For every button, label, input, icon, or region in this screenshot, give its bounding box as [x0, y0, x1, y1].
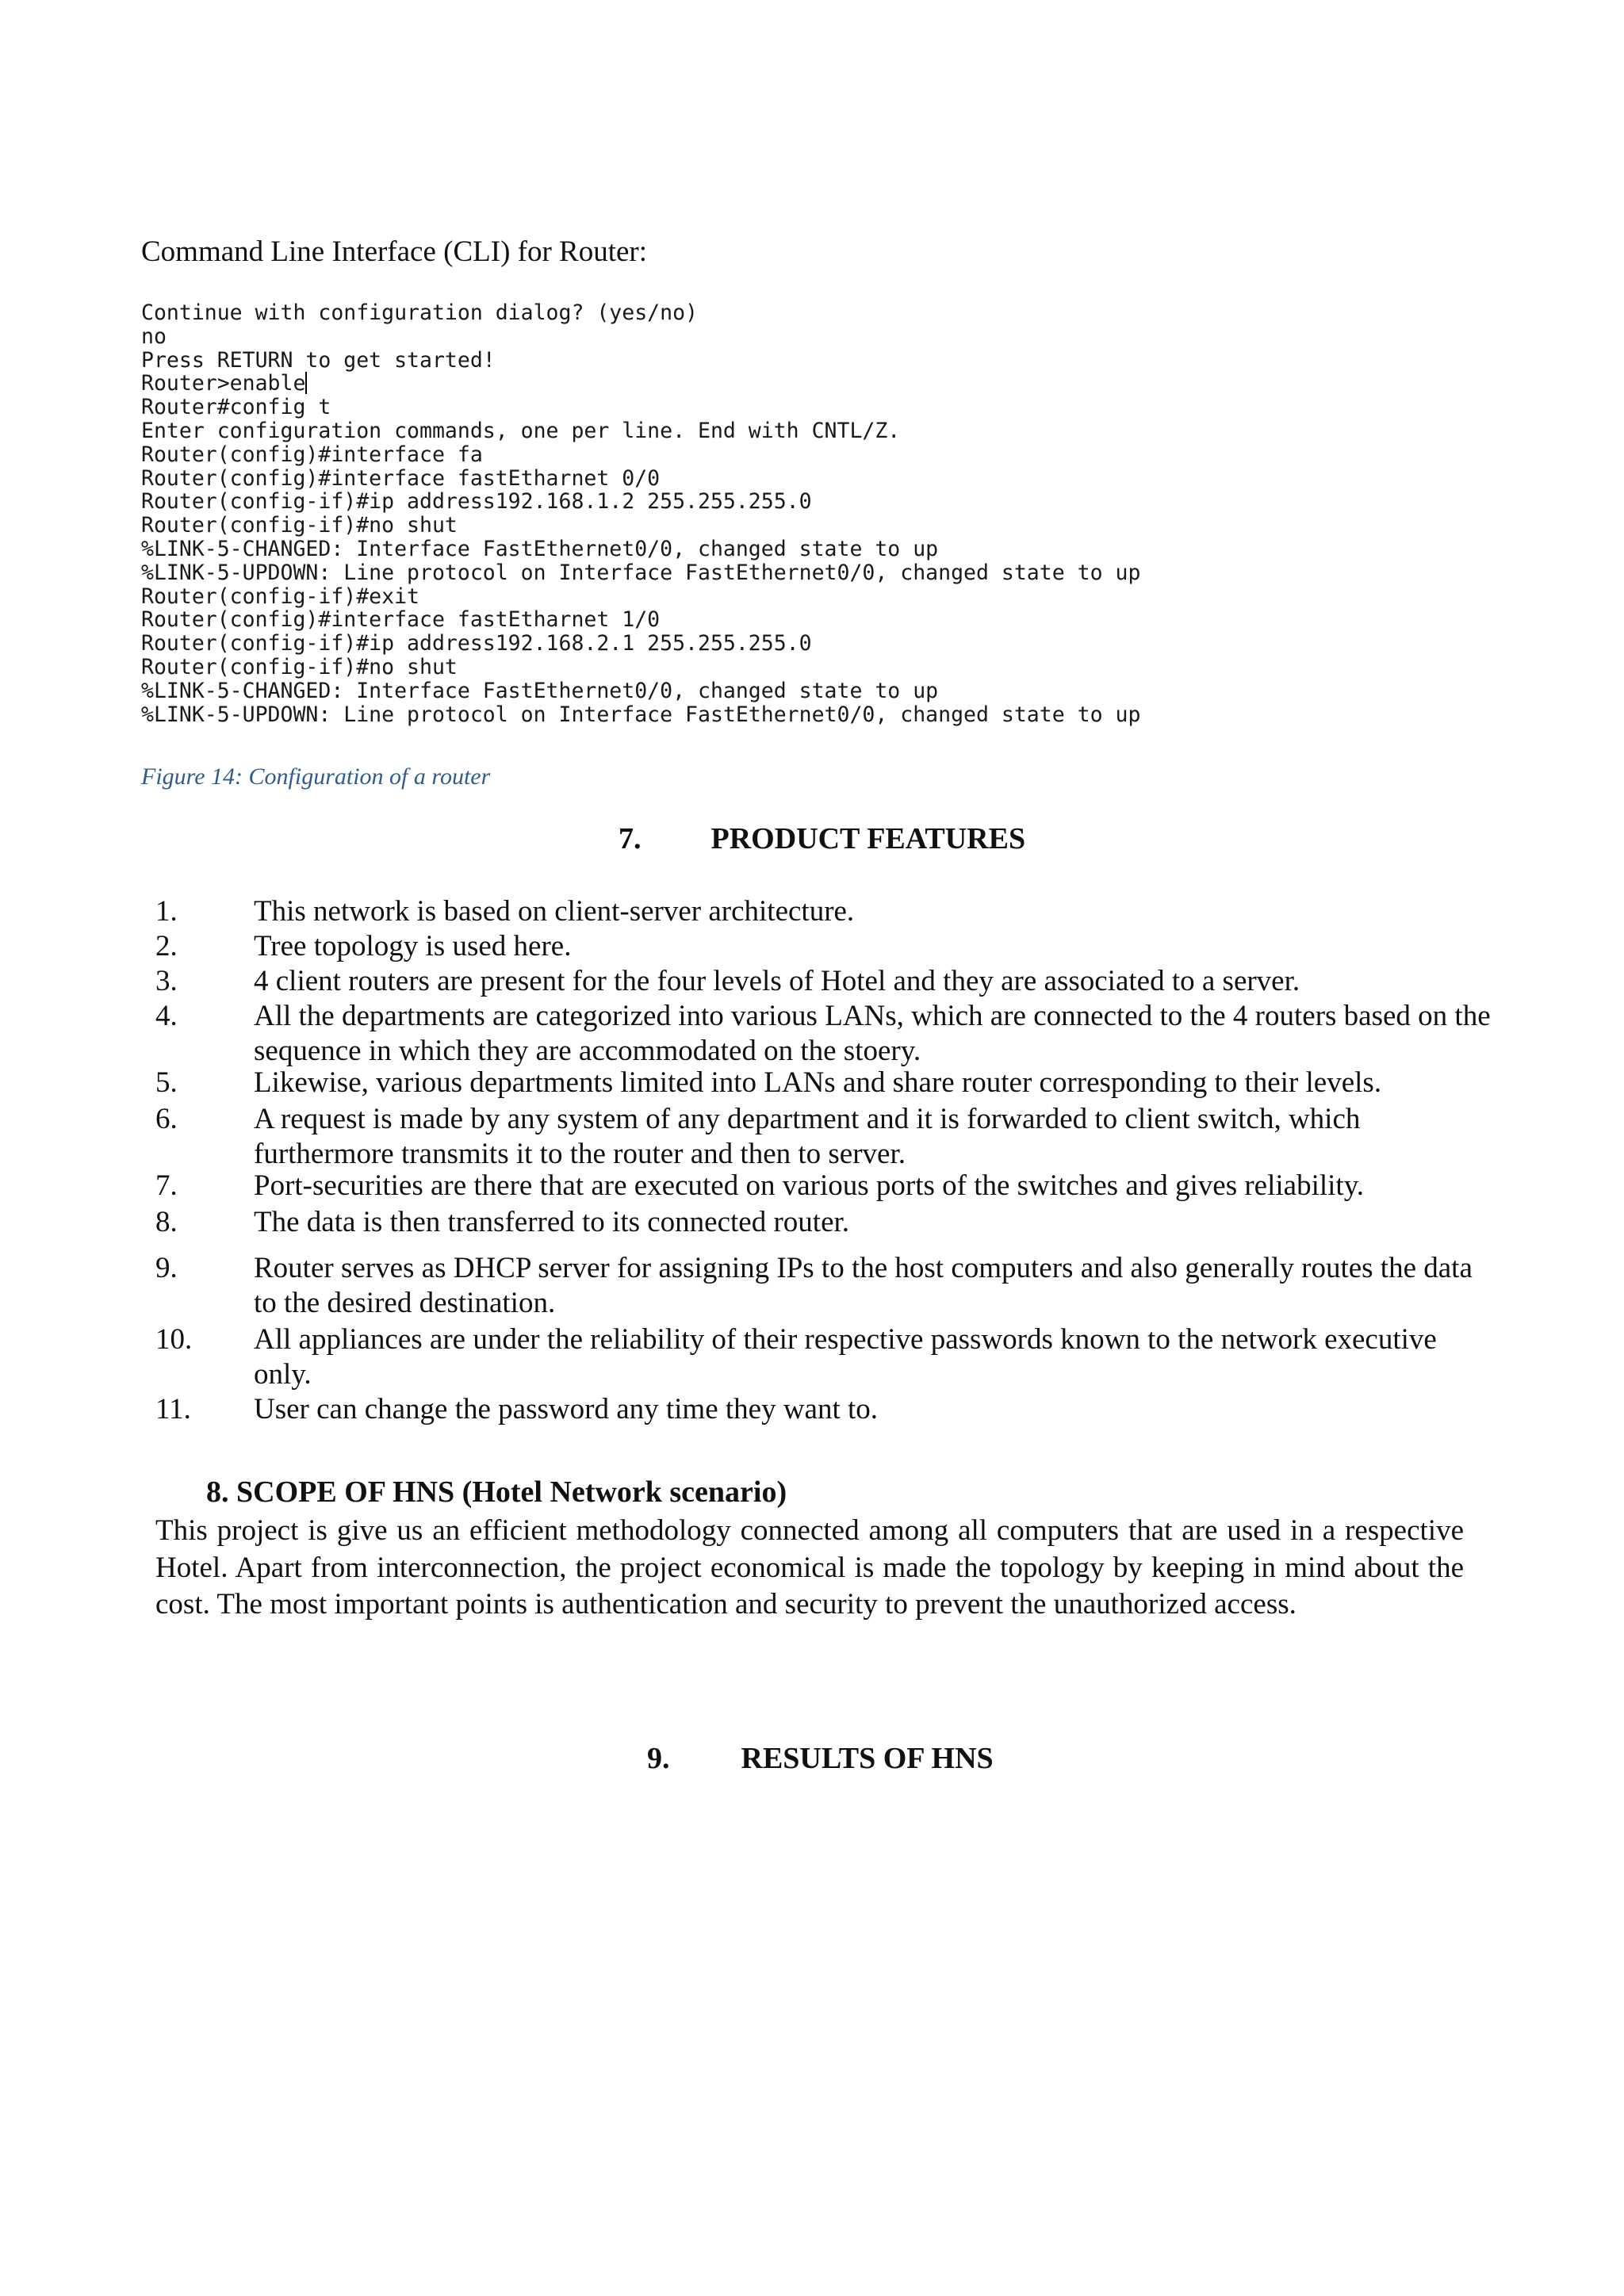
section-9-title: RESULTS OF HNS: [741, 1742, 994, 1775]
cli-line: %LINK-5-UPDOWN: Line protocol on Interface FastEthernet0/0, changed state to up: [141, 702, 1141, 727]
feature-text: All the departments are categorized into various LANs, which are connected to the 4 routers based on the sequence in which they are accommodated on the stoery.: [254, 1000, 1491, 1067]
feature-number: 11.: [155, 1393, 191, 1425]
router-cli-screenshot: [141, 301, 1505, 726]
feature-text: Likewise, various departments limited into LANs and share router corresponding to their levels.: [254, 1066, 1382, 1099]
feature-number: 3.: [155, 965, 178, 997]
feature-text: 4 client routers are present for the four levels of Hotel and they are associated to a server.: [254, 965, 1300, 997]
feature-text: User can change the password any time they want to.: [254, 1393, 879, 1425]
feature-text: Port-securities are there that are executed on various ports of the switches and gives reliability.: [254, 1169, 1365, 1202]
cli-line: Continue with configuration dialog? (yes/no): [141, 300, 698, 325]
feature-number: 10.: [155, 1323, 193, 1356]
feature-number: 7.: [155, 1169, 178, 1202]
section-8-paragraph: This project is give us an efficient methodology connected among all computers that are used in a respective Hotel. Apart from interconnection, the project economical is made the topology by keeping in mind about the cost. The most important points is authentication and security to prevent the unauthorized access.: [155, 1514, 1464, 1621]
feature-number: 9.: [155, 1252, 178, 1284]
section-9-number: 9.: [647, 1742, 670, 1775]
feature-text: A request is made by any system of any department and it is forwarded to client switch, which furthermore transmits it to the router and then to server.: [254, 1103, 1361, 1170]
feature-text: Router serves as DHCP server for assigning IPs to the host computers and also generally routes the data to the desired destination.: [254, 1252, 1473, 1319]
section-8-heading: 8. SCOPE OF HNS (Hotel Network scenario): [206, 1475, 787, 1509]
cli-line: Router(config)#interface fastEtharnet 0/0: [141, 465, 661, 491]
cli-line: %LINK-5-CHANGED: Interface FastEthernet0/0, changed state to up: [141, 536, 939, 561]
figure-caption: Figure 14: Configuration of a router: [141, 763, 491, 790]
cli-line: Enter configuration commands, one per line. End with CNTL/Z.: [141, 418, 901, 443]
feature-number: 6.: [155, 1103, 178, 1135]
cli-line: Press RETURN to get started!: [141, 347, 496, 373]
cli-line: Router(config-if)#ip address192.168.1.2 255.255.255.0: [141, 489, 812, 515]
cli-line: %LINK-5-CHANGED: Interface FastEthernet0/0, changed state to up: [141, 678, 939, 703]
section-9-heading: [647, 1741, 994, 1776]
feature-number: 2.: [155, 930, 178, 962]
feature-number: 4.: [155, 1000, 178, 1032]
section-7-title: PRODUCT FEATURES: [710, 822, 1026, 855]
feature-number: 5.: [155, 1066, 178, 1099]
cli-line: Router>enable: [141, 371, 306, 396]
cli-line: Router(config-if)#no shut: [141, 513, 458, 538]
cli-line: Router(config)#interface fa: [141, 442, 483, 467]
text-cursor: [305, 372, 307, 394]
feature-text: This network is based on client-server architecture.: [254, 895, 855, 928]
section-7-heading: [619, 821, 1025, 856]
section-7-number: 7.: [619, 822, 642, 855]
feature-text: Tree topology is used here.: [254, 930, 572, 962]
cli-line: Router#config t: [141, 395, 331, 420]
feature-text: The data is then transferred to its connected router.: [254, 1206, 850, 1238]
feature-text: All appliances are under the reliability of their respective passwords known to the network executive only.: [254, 1323, 1437, 1391]
cli-line: Router(config)#interface fastEtharnet 1/0: [141, 607, 661, 633]
feature-number: 8.: [155, 1206, 178, 1238]
cli-heading: Command Line Interface (CLI) for Router:: [141, 235, 648, 268]
cli-line: Router(config-if)#exit: [141, 584, 419, 609]
cli-line: no: [141, 323, 167, 349]
cli-line: Router(config-if)#ip address192.168.2.1 255.255.255.0: [141, 631, 812, 656]
cli-line: Router(config-if)#no shut: [141, 654, 458, 679]
feature-number: 1.: [155, 895, 178, 928]
cli-line: %LINK-5-UPDOWN: Line protocol on Interface FastEthernet0/0, changed state to up: [141, 560, 1141, 585]
